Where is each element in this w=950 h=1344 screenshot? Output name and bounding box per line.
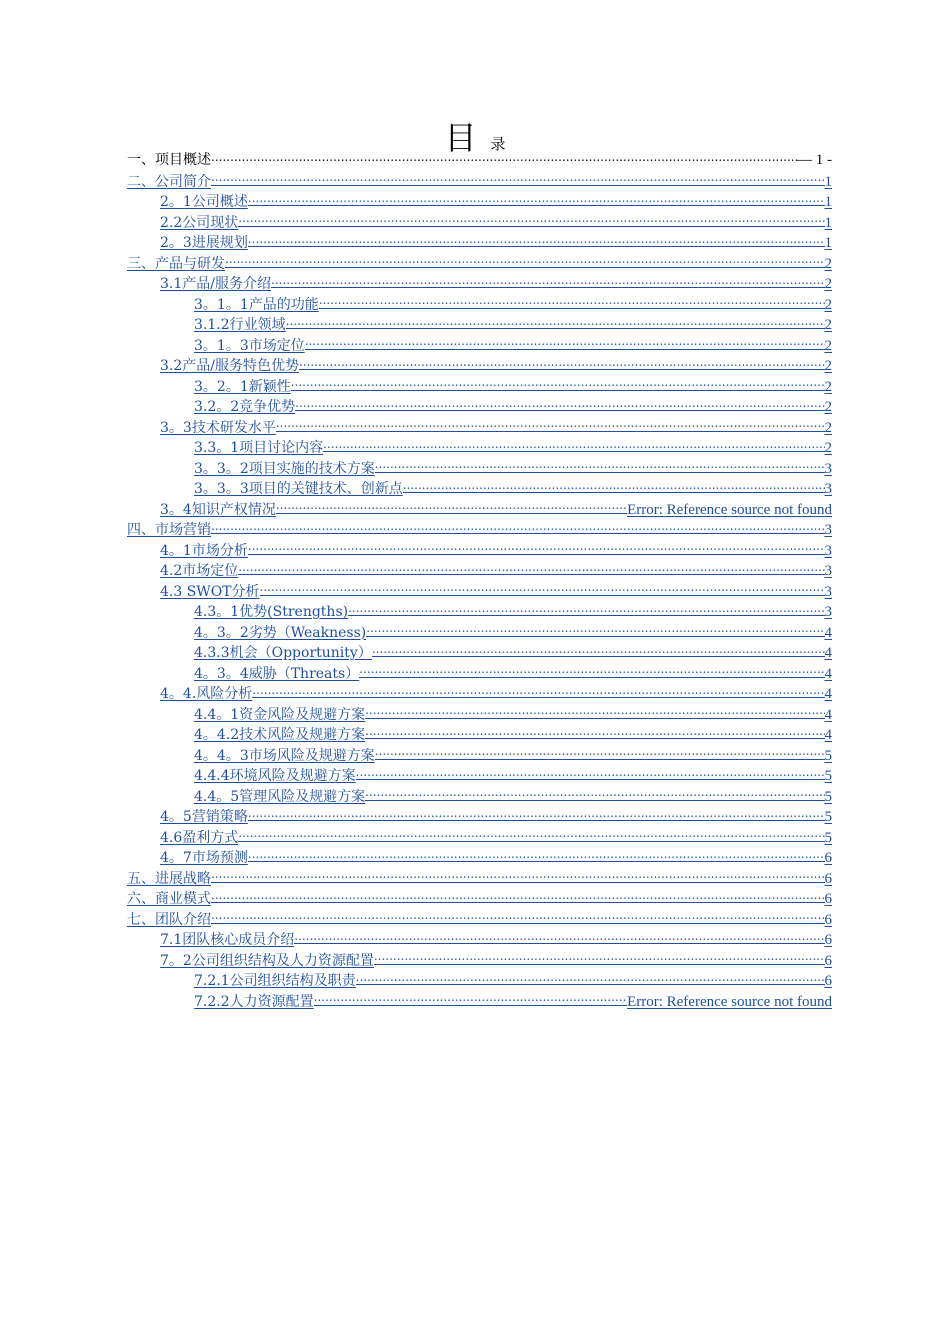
toc-entry-page: Error: Reference source not found (627, 993, 832, 1010)
toc-entry[interactable] (127, 212, 832, 233)
toc-entry[interactable] (127, 847, 832, 868)
toc-entry[interactable] (127, 622, 832, 643)
toc-entry-page: 5 (824, 788, 832, 805)
toc-dot-leader (248, 806, 825, 821)
toc-entry[interactable] (127, 417, 832, 438)
toc-dot-leader (323, 437, 824, 452)
toc-entry-page: 5 (824, 809, 832, 825)
toc-entry-page: 2 (824, 419, 832, 436)
toc-dot-leader (375, 458, 825, 473)
toc-entry-title: 二、公司简介 (127, 173, 211, 190)
toc-entry-page: 3 (824, 522, 832, 538)
toc-entry-page: 1 (824, 214, 832, 231)
toc-entry-title: 4.4。5管理风险及规避方案 (194, 788, 366, 805)
toc-dot-leader (372, 642, 825, 657)
toc-entry-page: 2 (824, 296, 832, 313)
toc-dot-leader (248, 232, 825, 247)
toc-entry[interactable] (127, 396, 832, 417)
toc-dot-leader (294, 929, 824, 944)
toc-entry-title: 4.3.3机会（Opportunity） (194, 645, 372, 661)
toc-entry[interactable] (127, 909, 832, 930)
table-of-contents (127, 150, 832, 1011)
toc-entry-title: 7.2.2人力资源配置 (194, 993, 314, 1010)
toc-entry-title: 7.2.1公司组织结构及职责 (194, 973, 356, 989)
toc-entry[interactable] (127, 950, 832, 971)
toc-entry-page: 6 (824, 973, 832, 989)
toc-entry-page: 6 (824, 870, 832, 887)
toc-dot-leader (319, 294, 825, 309)
toc-entry[interactable] (127, 540, 832, 561)
toc-entry-page: 2 (824, 378, 832, 395)
toc-entry[interactable] (127, 868, 832, 889)
toc-entry-title: 4.4。1资金风险及规避方案 (194, 706, 366, 723)
toc-entry-page: 2 (824, 358, 832, 374)
toc-entry[interactable] (127, 929, 832, 950)
toc-entry-title: 4。7市场预测 (160, 850, 248, 866)
toc-dot-leader (356, 970, 825, 985)
toc-entry-title: 4。3。2劣势（Weakness) (194, 624, 367, 641)
toc-dot-leader (359, 663, 824, 678)
toc-dot-leader (366, 622, 824, 637)
toc-entry-page: 4 (824, 706, 832, 723)
toc-dot-leader (238, 212, 824, 227)
toc-dot-leader (248, 847, 825, 862)
toc-entry[interactable] (127, 294, 832, 315)
toc-entry-title: 2。3进展规划 (160, 235, 248, 251)
toc-title-main: 目 (444, 119, 477, 157)
toc-entry-title: 4.6盈利方式 (160, 829, 239, 846)
toc-entry[interactable] (127, 253, 832, 274)
toc-entry-title: 7.1团队核心成员介绍 (160, 932, 295, 948)
toc-dot-leader (211, 888, 825, 903)
toc-entry (127, 150, 832, 171)
toc-entry-title: 三、产品与研发 (127, 255, 225, 272)
toc-entry[interactable] (127, 745, 832, 766)
toc-entry-page: 1 (824, 173, 832, 190)
toc-entry-page: 4 (824, 645, 832, 661)
toc-entry-title: 3。1。1产品的功能 (194, 296, 319, 313)
toc-entry-title: 4。4.风险分析 (160, 686, 253, 702)
toc-entry[interactable] (127, 827, 832, 848)
toc-entry-page: 6 (824, 932, 832, 948)
toc-entry-title: 3。3。3项目的关键技术、创新点 (194, 481, 403, 497)
toc-dot-leader (375, 745, 825, 760)
toc-entry[interactable] (127, 970, 832, 991)
toc-entry-page: 2 (824, 255, 832, 272)
toc-entry-page: 5 (824, 829, 832, 846)
toc-dot-leader (276, 417, 825, 432)
toc-entry-title: 3.1产品/服务介绍 (160, 276, 271, 292)
toc-dot-leader (374, 950, 825, 965)
toc-entry-title: 4。5营销策略 (160, 809, 248, 825)
toc-entry-title: 3。2。1新颖性 (194, 378, 291, 395)
toc-dot-leader (276, 499, 627, 514)
toc-entry[interactable] (127, 376, 832, 397)
toc-dot-leader (211, 868, 825, 883)
toc-dot-leader (211, 519, 825, 534)
toc-entry-title: 3。4知识产权情况 (160, 501, 276, 518)
toc-entry[interactable] (127, 765, 832, 786)
toc-entry-title: 4。1市场分析 (160, 542, 248, 559)
toc-entry-page: 3 (824, 542, 832, 559)
toc-entry[interactable] (127, 560, 832, 581)
toc-entry[interactable] (127, 314, 832, 335)
toc-dot-leader (365, 786, 824, 801)
toc-entry[interactable] (127, 232, 832, 253)
toc-dot-leader (252, 683, 824, 698)
toc-dot-leader (260, 581, 825, 596)
toc-entry-page: 3 (824, 563, 832, 579)
toc-entry[interactable] (127, 642, 832, 663)
toc-entry[interactable] (127, 499, 832, 520)
toc-entry-title: 2.2公司现状 (160, 214, 239, 231)
toc-entry[interactable] (127, 683, 832, 704)
toc-entry-page: 3 (824, 604, 832, 620)
toc-entry-page: 6 (824, 891, 832, 907)
toc-entry[interactable] (127, 355, 832, 376)
toc-entry[interactable] (127, 273, 832, 294)
toc-entry[interactable] (127, 581, 832, 602)
toc-entry-title: 五、进展战略 (127, 870, 211, 887)
toc-entry[interactable] (127, 519, 832, 540)
toc-entry-page: 2 (824, 337, 832, 354)
toc-entry-page: 4 (824, 665, 832, 682)
toc-entry[interactable] (127, 191, 832, 212)
toc-entry-title: 4。4.2技术风险及规避方案 (194, 727, 366, 743)
toc-entry-page: 3 (824, 460, 832, 477)
toc-dot-leader (225, 253, 825, 268)
toc-dot-leader (211, 171, 825, 186)
toc-entry-title: 2。1公司概述 (160, 194, 248, 210)
toc-entry[interactable] (127, 458, 832, 479)
toc-dot-leader (291, 376, 825, 391)
toc-entry[interactable] (127, 806, 832, 827)
toc-entry-page: 6 (824, 850, 832, 866)
toc-entry[interactable] (127, 171, 832, 192)
toc-entry-page: 2 (824, 399, 832, 415)
toc-entry[interactable] (127, 724, 832, 745)
toc-entry-title: 3.2。2竞争优势 (194, 399, 296, 415)
toc-dot-leader (365, 724, 824, 739)
toc-entry-title: 3。3。2项目实施的技术方案 (194, 460, 375, 477)
toc-entry-page: 2 (824, 440, 832, 456)
toc-dot-leader (305, 335, 825, 350)
toc-dot-leader (238, 560, 824, 575)
toc-entry[interactable] (127, 478, 832, 499)
toc-entry-title: 3。1。3市场定位 (194, 337, 305, 354)
toc-entry-title: 六、商业模式 (127, 891, 211, 907)
toc-entry-page: Error: Reference source not found (627, 501, 832, 518)
toc-dot-leader (365, 704, 824, 719)
toc-entry-title: 一、项目概述 (127, 152, 211, 168)
toc-entry-page: 5 (824, 768, 832, 784)
toc-entry-title: 3.3。1项目讨论内容 (194, 440, 324, 456)
toc-dot-leader (271, 273, 825, 288)
toc-entry-title: 7。2公司组织结构及人力资源配置 (160, 952, 374, 969)
toc-entry[interactable] (127, 991, 832, 1012)
toc-entry-title: 4.2市场定位 (160, 563, 239, 579)
toc-entry-page: 4 (824, 686, 832, 702)
toc-entry-title: 四、市场营销 (127, 522, 211, 538)
toc-entry-page: 2 (824, 317, 832, 333)
toc-dot-leader (299, 355, 825, 370)
toc-dot-leader (403, 478, 825, 493)
toc-entry-title: 3.1.2行业领域 (194, 317, 286, 333)
toc-entry[interactable] (127, 704, 832, 725)
toc-entry[interactable] (127, 601, 832, 622)
toc-entry-page: 4 (824, 624, 832, 641)
toc-entry[interactable] (127, 888, 832, 909)
toc-entry[interactable] (127, 786, 832, 807)
toc-entry-title: 4。4。3市场风险及规避方案 (194, 747, 375, 764)
toc-dot-leader (238, 827, 824, 842)
toc-dot-leader (314, 991, 627, 1006)
toc-dot-leader (356, 765, 825, 780)
toc-entry-page: 3 (824, 481, 832, 497)
toc-entry-title: 4.3。1优势(Strengths) (194, 604, 349, 620)
toc-entry-page: 1 (824, 235, 832, 251)
toc-entry-page: 3 (824, 583, 832, 600)
toc-entry-page: 5 (824, 747, 832, 764)
toc-title-suffix: 录 (490, 135, 506, 153)
toc-entry-page: 4 (824, 727, 832, 743)
toc-entry-page: 2 (824, 276, 832, 292)
toc-entry-title: 3。3技术研发水平 (160, 419, 276, 436)
toc-entry-page: 6 (824, 911, 832, 928)
toc-entry-title: 3.2产品/服务特色优势 (160, 358, 299, 374)
toc-entry-page: 1 (824, 194, 832, 210)
toc-dot-leader (211, 909, 825, 924)
toc-entry-title: 七、团队介绍 (127, 911, 211, 928)
toc-dot-leader (348, 601, 824, 616)
toc-entry[interactable] (127, 663, 832, 684)
toc-entry-page: — 1 - (797, 152, 832, 168)
toc-entry-page: 6 (824, 952, 832, 969)
toc-dot-leader (286, 314, 825, 329)
toc-entry-title: 4.3 SWOT分析 (160, 583, 260, 600)
toc-entry[interactable] (127, 335, 832, 356)
toc-dot-leader (211, 150, 797, 164)
toc-dot-leader (248, 540, 825, 555)
toc-dot-leader (295, 396, 824, 411)
toc-entry[interactable] (127, 437, 832, 458)
toc-entry-title: 4。3。4威胁（Threats） (194, 665, 360, 682)
toc-entry-title: 4.4.4环境风险及规避方案 (194, 768, 356, 784)
toc-dot-leader (248, 191, 825, 206)
